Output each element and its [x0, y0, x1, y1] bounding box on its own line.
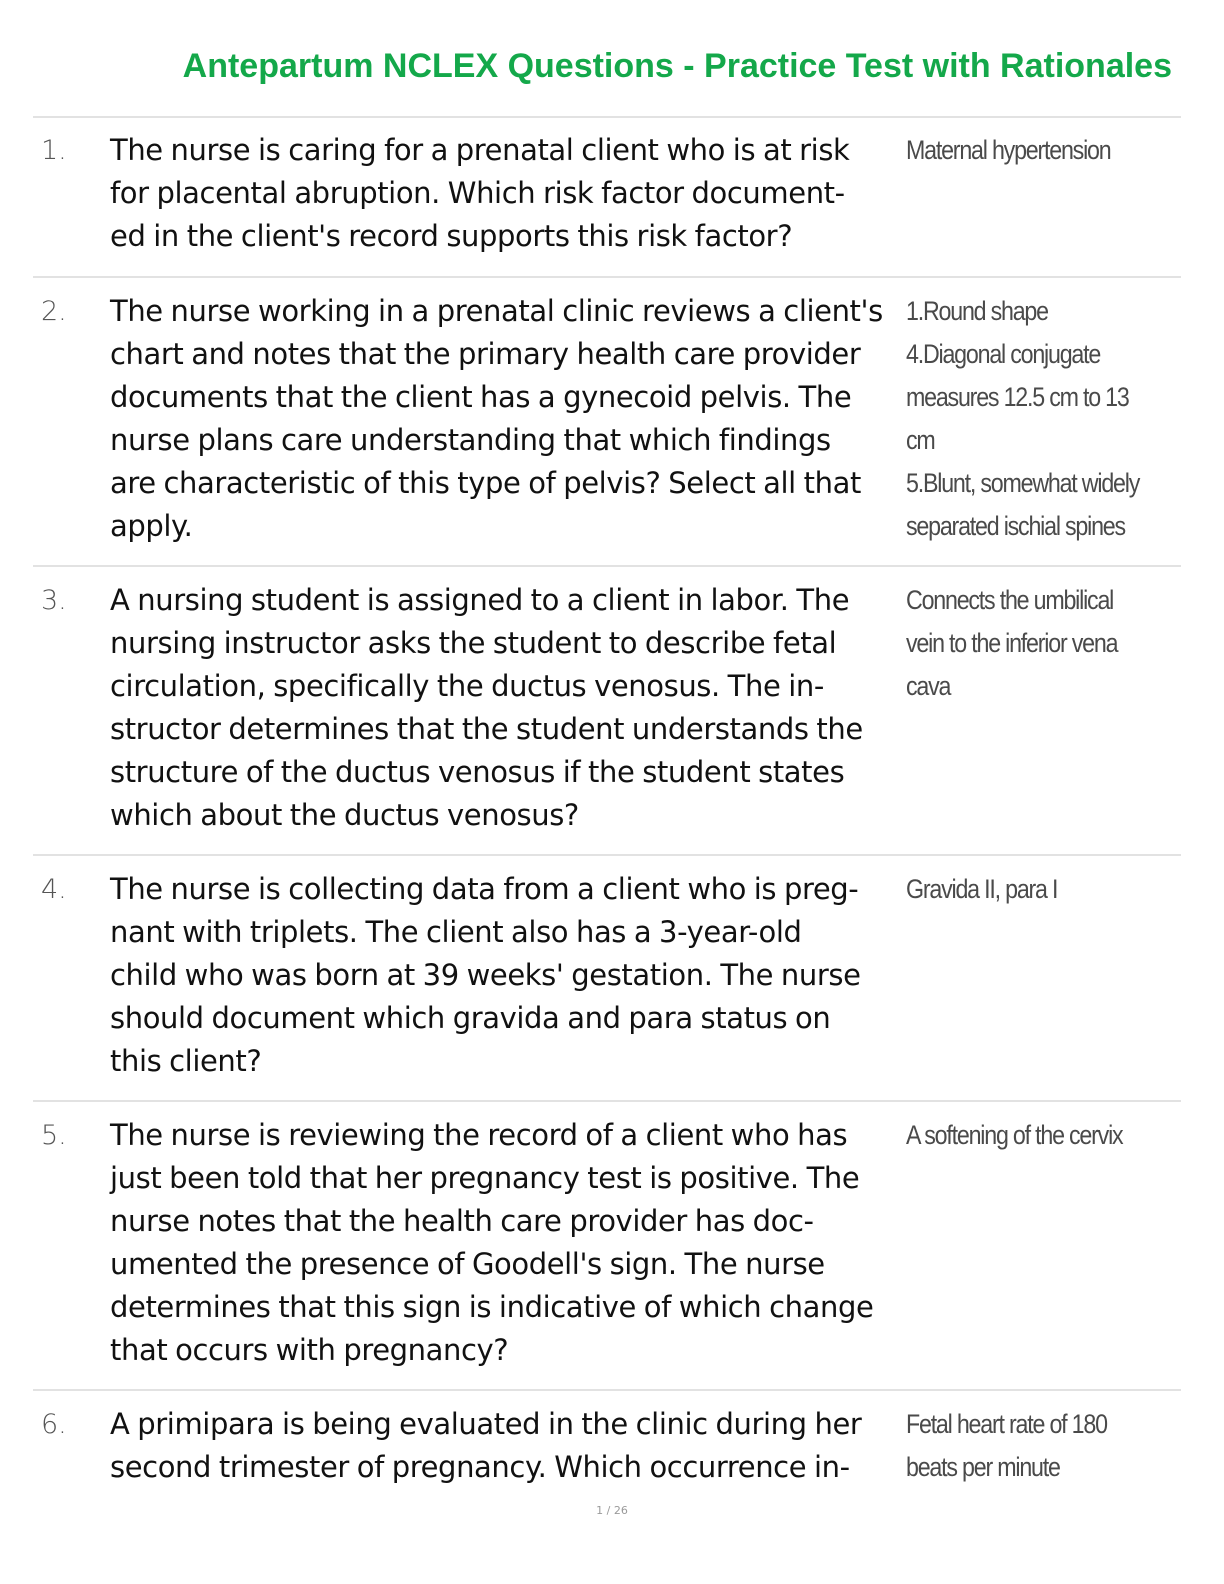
answer-line: 1.Round shape [906, 296, 1048, 326]
question-text [110, 129, 900, 258]
answer-line: Fetal heart rate of 180 [906, 1409, 1107, 1439]
answer-line: 4.Diagonal conjugate [906, 339, 1101, 369]
question-number: 4. [41, 874, 67, 905]
page-indicator: 1 / 26 [596, 1504, 628, 1517]
question-line: structure of the ductus venosus if the student states [110, 755, 845, 789]
answer-text [906, 868, 1166, 911]
question-text [110, 1114, 900, 1372]
question-line: A nursing student is assigned to a client in labor. The [110, 583, 850, 617]
answer-line: A softening of the cervix [906, 1120, 1123, 1150]
question-line: should document which gravida and para status on [110, 1001, 831, 1035]
question-line: structor determines that the student understands the [110, 712, 863, 746]
question-line: umented the presence of Goodell's sign. The nurse [110, 1247, 825, 1281]
question-number: 6. [41, 1409, 67, 1440]
question-line: The nurse is collecting data from a client who is preg- [110, 872, 859, 906]
question-line: ed in the client's record supports this risk factor? [110, 219, 793, 253]
question-text [110, 868, 900, 1083]
divider [33, 276, 1181, 278]
divider [33, 854, 1181, 856]
question-line: circulation, specifically the ductus venosus. The in- [110, 669, 824, 703]
question-number: 5. [41, 1120, 67, 1151]
answer-line: beats per minute [906, 1452, 1060, 1482]
question-number: 2. [41, 296, 67, 327]
question-line: second trimester of pregnancy. Which occurrence in- [110, 1450, 850, 1484]
question-line: nurse notes that the health care provider has doc- [110, 1204, 814, 1238]
question-line: that occurs with pregnancy? [110, 1333, 509, 1367]
answer-line: Maternal hypertension [906, 135, 1111, 165]
document-title: Antepartum NCLEX Questions - Practice Test with Rationales [182, 47, 1172, 85]
question-line: nursing instructor asks the student to describe fetal [110, 626, 837, 660]
question-line: nurse plans care understanding that which findings [110, 423, 831, 457]
question-line: determines that this sign is indicative of which change [110, 1290, 874, 1324]
question-line: The nurse working in a prenatal clinic reviews a client's [110, 294, 883, 328]
question-line: for placental abruption. Which risk factor document- [110, 176, 845, 210]
answer-text [906, 1403, 1166, 1489]
question-number: 3. [41, 585, 67, 616]
answer-line: 5.Blunt, somewhat widely [906, 468, 1140, 498]
answer-text [906, 579, 1166, 708]
question-line: A primipara is being evaluated in the clinic during her [110, 1407, 862, 1441]
divider [33, 565, 1181, 567]
divider [33, 1100, 1181, 1102]
question-text [110, 290, 900, 548]
question-line: apply. [110, 509, 193, 543]
answer-line: separated ischial spines [906, 511, 1125, 541]
answer-text [906, 290, 1166, 548]
answer-line: cava [906, 671, 951, 701]
question-line: just been told that her pregnancy test is positive. The [110, 1161, 860, 1195]
question-line: The nurse is caring for a prenatal client who is at risk [110, 133, 850, 167]
question-line: documents that the client has a gynecoid pelvis. The [110, 380, 852, 414]
answer-line: Gravida II, para I [906, 874, 1058, 904]
question-line: child who was born at 39 weeks' gestation. The nurse [110, 958, 861, 992]
question-line: The nurse is reviewing the record of a client who has [110, 1118, 848, 1152]
divider [33, 116, 1181, 118]
question-line: nant with triplets. The client also has a 3-year-old [110, 915, 802, 949]
answer-line: cm [906, 425, 935, 455]
answer-text [906, 129, 1166, 172]
divider [33, 1389, 1181, 1391]
question-text [110, 1403, 900, 1489]
question-line: this client? [110, 1044, 262, 1078]
question-number: 1. [41, 135, 67, 166]
question-line: which about the ductus venosus? [110, 798, 579, 832]
answer-line: Connects the umbilical [906, 585, 1114, 615]
answer-text [906, 1114, 1166, 1157]
answer-line: measures 12.5 cm to 13 [906, 382, 1129, 412]
question-line: chart and notes that the primary health care provider [110, 337, 861, 371]
question-text [110, 579, 900, 837]
question-line: are characteristic of this type of pelvis? Select all that [110, 466, 861, 500]
answer-line: vein to the inferior vena [906, 628, 1118, 658]
